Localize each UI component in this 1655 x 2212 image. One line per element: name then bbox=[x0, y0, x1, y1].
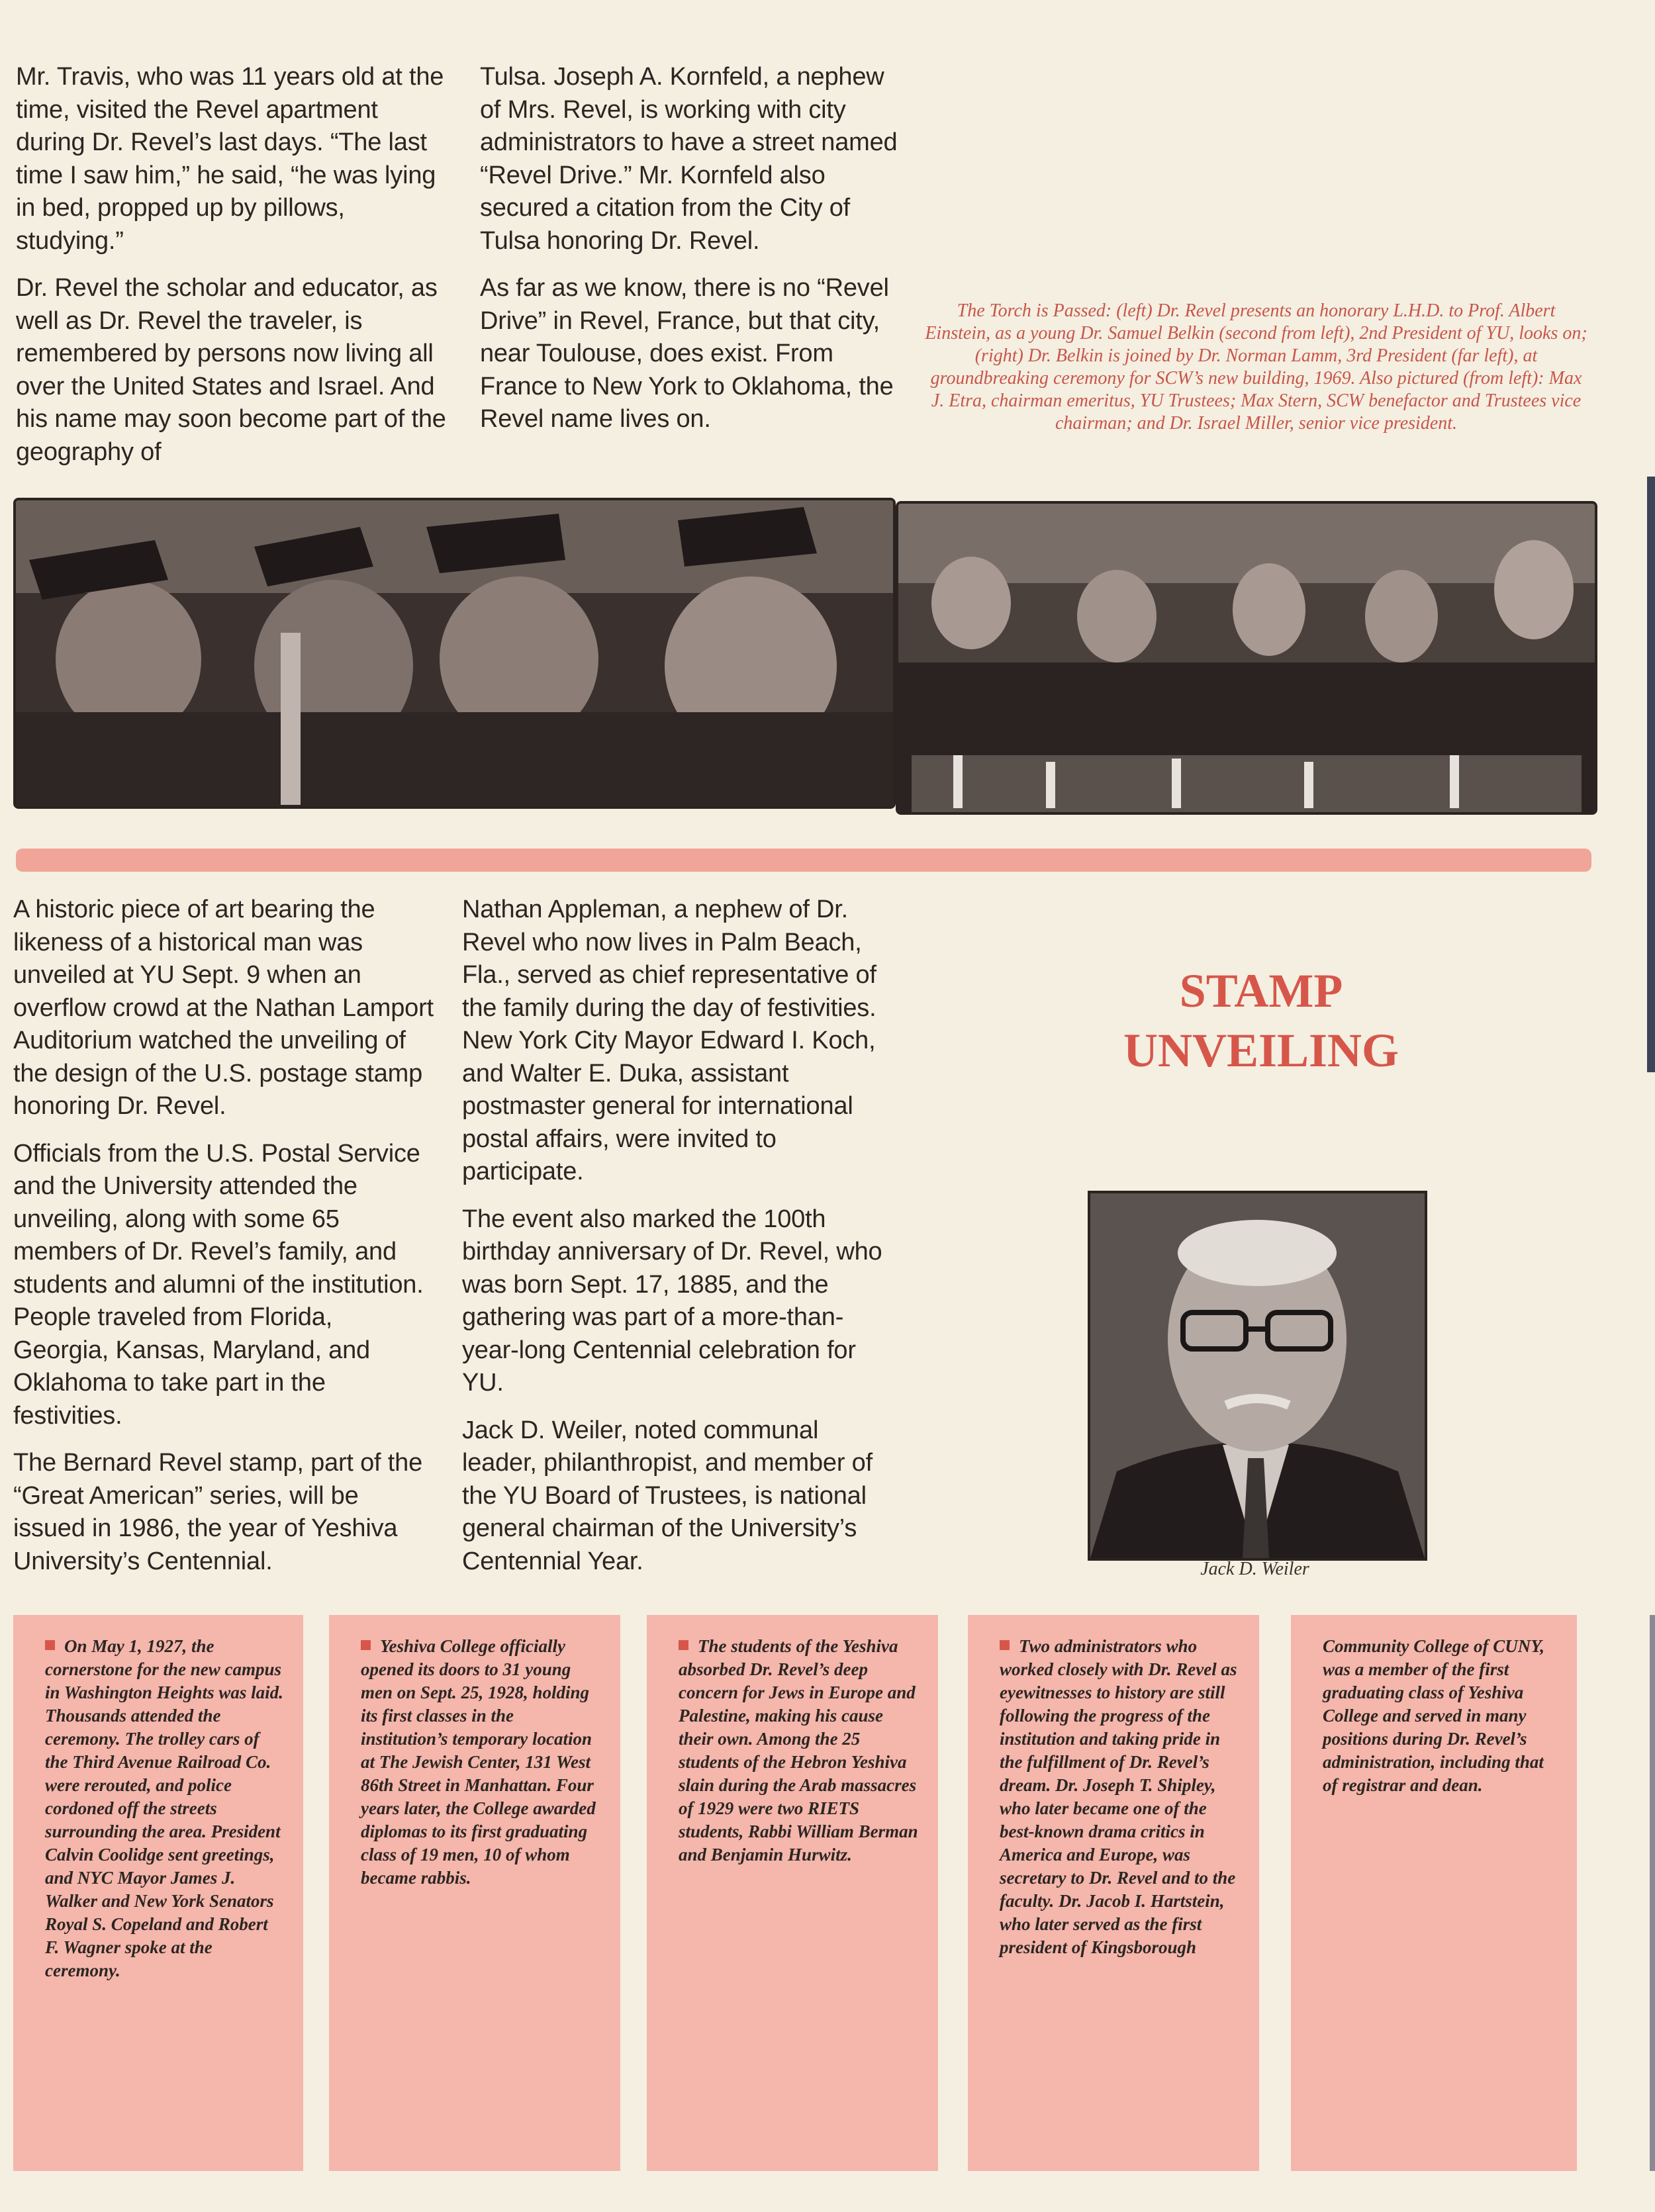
square-bullet-icon bbox=[1000, 1640, 1010, 1650]
article-column-2 bbox=[462, 894, 886, 1592]
square-bullet-icon bbox=[361, 1640, 371, 1650]
portrait-photo bbox=[1088, 1191, 1427, 1561]
paragraph: A historic piece of art bearing the likeness of a historical man was unveiled at YU Sept. 9 when an overflow crowd at the Nathan Lamport Auditorium watched the unveiling of the design of the U.S. postage stamp honoring Dr. Revel. bbox=[13, 896, 434, 1120]
top-right-column bbox=[480, 61, 904, 451]
paragraph: Mr. Travis, who was 11 years old at the time, visited the Revel apartment during Dr. Revel’s last days. “The last time I saw him,” he said, “he was lying in bed, propped up by pillows, studying.” bbox=[16, 63, 444, 255]
paragraph: The event also marked the 100th birthday anniversary of Dr. Revel, who was born Sept. 17, 1885, and the gathering was part of a more-than-year-long Centennial celebration for YU. bbox=[462, 1205, 882, 1397]
timeline-box-3 bbox=[647, 1615, 938, 2171]
timeline-text: On May 1, 1927, the cornerstone for the new campus in Washington Heights was laid. Thousands attended the ceremony. The trolley cars of the Third Avenue Railroad Co. were rerouted, and police cordoned off the streets surrounding the area. President Calvin Coolidge sent greetings, and NYC Mayor James J. Walker and New York Senators Royal S. Copeland and Robert F. Wagner spoke at the ceremony. bbox=[45, 1636, 283, 1980]
timeline-box-4 bbox=[968, 1615, 1259, 2171]
article-headline bbox=[1059, 961, 1463, 1080]
headline-line-1: STAMP bbox=[1179, 964, 1343, 1017]
paragraph: Jack D. Weiler, noted communal leader, philanthropist, and member of the YU Board of Trustees, is national general chairman of the University’s Centennial Year. bbox=[462, 1416, 873, 1575]
section-divider bbox=[16, 849, 1591, 872]
square-bullet-icon bbox=[679, 1640, 688, 1650]
portrait-image bbox=[1090, 1193, 1425, 1558]
paragraph: Officials from the U.S. Postal Service and the University attended the unveiling, along with some 65 members of Dr. Revel’s family, and students and alumni of the institution. People traveled from Florida, Georgia, Kansas, Maryland, and Oklahoma to take part in the festivities. bbox=[13, 1139, 424, 1430]
article-column-1 bbox=[13, 894, 434, 1592]
photo-caption: The Torch is Passed: (left) Dr. Revel presents an honorary L.H.D. to Prof. Albert Einstein, as a young Dr. Samuel Belkin (second from left), 2nd President of YU, looks on; (right) Dr. Belkin is joined by Dr. Norman Lamm, 3rd President (far left), at groundbreaking ceremony for SCW’s new building, 1969. Also pictured (from left): Max J. Etra, chairman emeritus, YU Trustees; Max Stern, SCW benefactor and Trustees vice chairman; and Dr. Israel Miller, senior vice president. bbox=[925, 300, 1587, 434]
groundbreaking-photo-image bbox=[898, 504, 1595, 812]
timeline-text: Community College of CUNY, was a member of the first graduating class of Yeshiva College and served in many positions during Dr. Revel’s administration, including that of registrar and dean. bbox=[1323, 1636, 1545, 1795]
timeline-text: Yeshiva College officially opened its doors to 31 young men on Sept. 25, 1928, holding its first classes in the institution’s temporary location at The Jewish Center, 131 West 86th Street in Manhattan. Four years later, the College awarded diplomas to its first graduating class of 19 men, 10 of whom became rabbis. bbox=[361, 1636, 596, 1888]
graduation-photo-image bbox=[16, 500, 893, 806]
graduation-photo bbox=[13, 498, 896, 809]
headline-line-2: UNVEILING bbox=[1123, 1024, 1399, 1077]
timeline-box-1 bbox=[13, 1615, 303, 2171]
paragraph: Nathan Appleman, a nephew of Dr. Revel who now lives in Palm Beach, Fla., served as chief representative of the family during the day of festivities. New York City Mayor Edward I. Koch, and Walter E. Duka, assistant postmaster general for international postal affairs, were invited to participate. bbox=[462, 896, 876, 1185]
timeline-box-5 bbox=[1291, 1615, 1577, 2171]
page-edge bbox=[1650, 1615, 1655, 2171]
square-bullet-icon bbox=[45, 1640, 55, 1650]
top-left-column bbox=[16, 61, 453, 483]
timeline-text: Two administrators who worked closely with Dr. Revel as eyewitnesses to history are still following the progress of the institution and taking pride in the fulfillment of Dr. Revel’s dream. Dr. Joseph T. Shipley, who later became one of the best-known drama critics in America and Europe, was secretary to Dr. Revel and to the faculty. Dr. Jacob I. Hartstein, who later served as the first president of Kingsborough bbox=[1000, 1636, 1237, 1957]
groundbreaking-photo bbox=[896, 501, 1597, 815]
timeline-box-2 bbox=[329, 1615, 620, 2171]
timeline-text: The students of the Yeshiva absorbed Dr. Revel’s deep concern for Jews in Europe and Palestine, making his cause their own. Among the 25 students of the Hebron Yeshiva slain during the Arab massacres of 1929 were two RIETS students, Rabbi William Berman and Benjamin Hurwitz. bbox=[679, 1636, 918, 1865]
paragraph: The Bernard Revel stamp, part of the “Great American” series, will be issued in 1986, the year of Yeshiva University’s Centennial. bbox=[13, 1449, 423, 1575]
portrait-caption: Jack D. Weiler bbox=[1200, 1559, 1309, 1579]
paragraph: Tulsa. Joseph A. Kornfeld, a nephew of Mrs. Revel, is working with city administrators to have a street named “Revel Drive.” Mr. Kornfeld also secured a citation from the City of Tulsa honoring Dr. Revel. bbox=[480, 63, 898, 255]
paragraph: As far as we know, there is no “Revel Drive” in Revel, France, but that city, near Toulouse, does exist. From France to New York to Oklahoma, the Revel name lives on. bbox=[480, 274, 894, 433]
paragraph: Dr. Revel the scholar and educator, as well as Dr. Revel the traveler, is remembered by persons now living all over the United States and Israel. And his name may soon become part of the geography of bbox=[16, 274, 446, 466]
page-edge bbox=[1647, 477, 1655, 1072]
